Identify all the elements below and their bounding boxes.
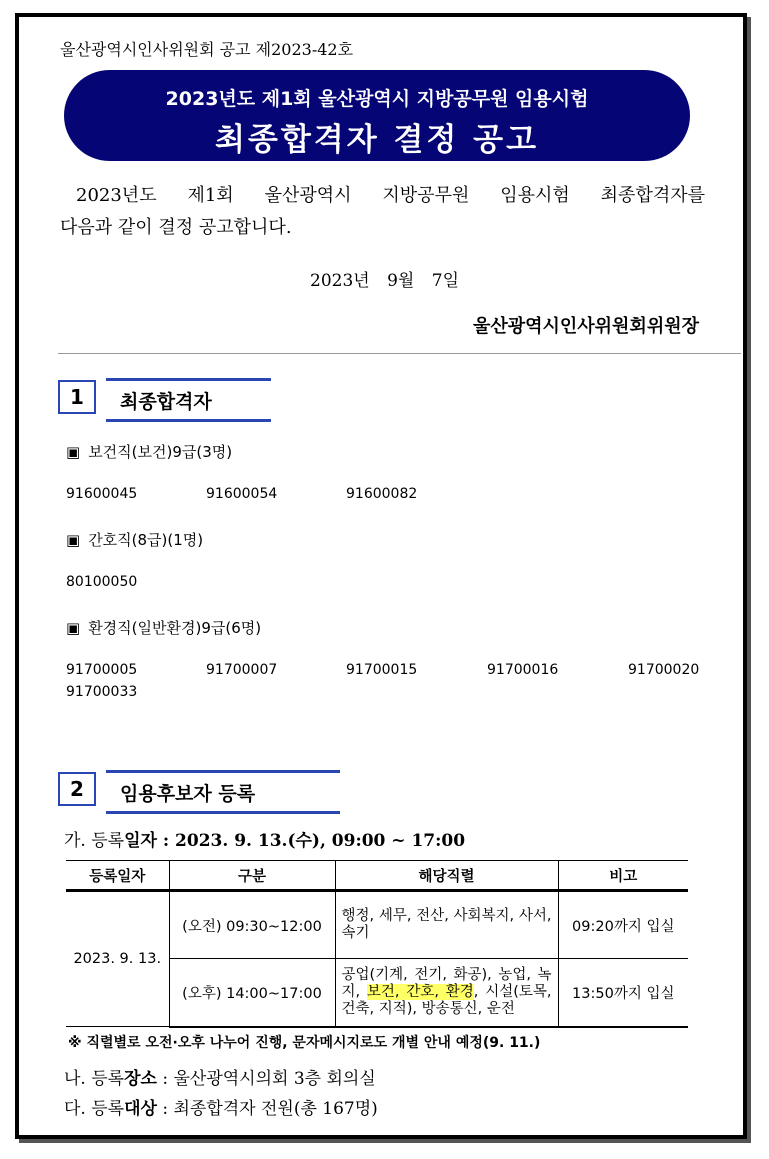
pass-number: 91700033 bbox=[66, 684, 138, 700]
divider bbox=[58, 353, 741, 354]
item-a-key: 일자 bbox=[124, 831, 157, 851]
checkbox-square-icon: ▣ bbox=[66, 443, 81, 461]
item-b-prefix: 나. 등록 bbox=[64, 1069, 125, 1089]
title-banner bbox=[64, 70, 690, 161]
header-date: 등록일자 bbox=[66, 861, 169, 891]
cell-jobs: 행정, 세무, 전산, 사회복지, 사서, 속기 bbox=[335, 891, 558, 959]
section-2-number: 2 bbox=[58, 772, 96, 806]
registration-target bbox=[64, 1094, 378, 1119]
item-b-key: 장소 bbox=[124, 1069, 157, 1089]
banner-title: 최종합격자 결정 공고 bbox=[214, 122, 540, 158]
item-c-prefix: 다. 등록 bbox=[64, 1099, 125, 1119]
cell-date: 2023. 9. 13. bbox=[66, 891, 169, 1027]
pass-number: 91700016 bbox=[487, 662, 559, 678]
pass-number: 91600054 bbox=[206, 486, 278, 502]
date-year: 2023년 bbox=[310, 271, 370, 291]
cell-session: (오전) 09:30~12:00 bbox=[169, 891, 335, 959]
item-b-value: : 울산광역시의회 3층 회의실 bbox=[156, 1069, 376, 1089]
category-nursing bbox=[66, 529, 203, 550]
banner-subtitle: 2023년도 제1회 울산광역시 지방공무원 임용시험 bbox=[165, 88, 589, 110]
intro-paragraph bbox=[60, 180, 705, 244]
header-jobs: 해당직렬 bbox=[335, 861, 558, 891]
pass-number: 91600082 bbox=[346, 486, 418, 502]
item-c-key: 대상 bbox=[124, 1099, 157, 1119]
announcement-date bbox=[0, 266, 769, 291]
category-environment bbox=[66, 617, 261, 638]
date-month: 9월 bbox=[387, 271, 415, 291]
doc-number: 울산광역시인사위원회 공고 제2023-42호 bbox=[60, 40, 354, 59]
pass-number: 80100050 bbox=[66, 574, 138, 590]
section-1-number: 1 bbox=[58, 380, 96, 414]
item-a-value: : 2023. 9. 13.(수), 09:00 ~ 17:00 bbox=[156, 831, 466, 851]
pass-number: 91700007 bbox=[206, 662, 278, 678]
category-label: 간호직(8급)(1명) bbox=[88, 531, 204, 549]
item-a-prefix: 가. 등록 bbox=[64, 831, 125, 851]
registration-place bbox=[64, 1064, 376, 1089]
pass-number: 91700005 bbox=[66, 662, 138, 678]
intro-line-1: 2023년도 제1회 울산광역시 지방공무원 임용시험 최종합격자를 bbox=[76, 185, 705, 206]
cell-remark: 13:50까지 입실 bbox=[558, 959, 688, 1027]
pass-number: 91700015 bbox=[346, 662, 418, 678]
date-day: 7일 bbox=[431, 271, 459, 291]
registration-table bbox=[66, 860, 688, 1028]
jobs-highlight: 보건, 간호, 환경 bbox=[366, 983, 474, 1000]
category-label: 보건직(보건)9급(3명) bbox=[88, 443, 233, 461]
jobs-text: 공업(기계, 전기, 화공), 농업, 녹지, bbox=[341, 966, 552, 1000]
pass-number: 91600045 bbox=[66, 486, 138, 502]
checkbox-square-icon: ▣ bbox=[66, 531, 81, 549]
section-1-title: 최종합격자 bbox=[106, 378, 271, 422]
registration-date bbox=[64, 826, 465, 851]
section-2-title: 임용후보자 등록 bbox=[106, 770, 340, 814]
cell-jobs bbox=[335, 959, 558, 1027]
cell-remark: 09:20까지 입실 bbox=[558, 891, 688, 959]
intro-line-2: 다음과 같이 결정 공고합니다. bbox=[60, 217, 292, 238]
category-label: 환경직(일반환경)9급(6명) bbox=[88, 619, 262, 637]
table-header-row bbox=[66, 861, 688, 891]
checkbox-square-icon: ▣ bbox=[66, 619, 81, 637]
table-row bbox=[66, 891, 688, 959]
cell-session: (오후) 14:00~17:00 bbox=[169, 959, 335, 1027]
header-session: 구분 bbox=[169, 861, 335, 891]
schedule-notice: ※ 직렬별로 오전·오후 나누어 진행, 문자메시지로도 개별 안내 예정(9. 11.) bbox=[68, 1035, 541, 1051]
header-remark: 비고 bbox=[558, 861, 688, 891]
item-c-value: : 최종합격자 전원(총 167명) bbox=[156, 1099, 378, 1119]
category-health bbox=[66, 441, 232, 462]
pass-number: 91700020 bbox=[628, 662, 700, 678]
jobs-text: , 시설(토목, 건축, 지적), 방송통신, 운전 bbox=[341, 983, 552, 1017]
signer: 울산광역시인사위원회위원장 bbox=[472, 316, 699, 337]
